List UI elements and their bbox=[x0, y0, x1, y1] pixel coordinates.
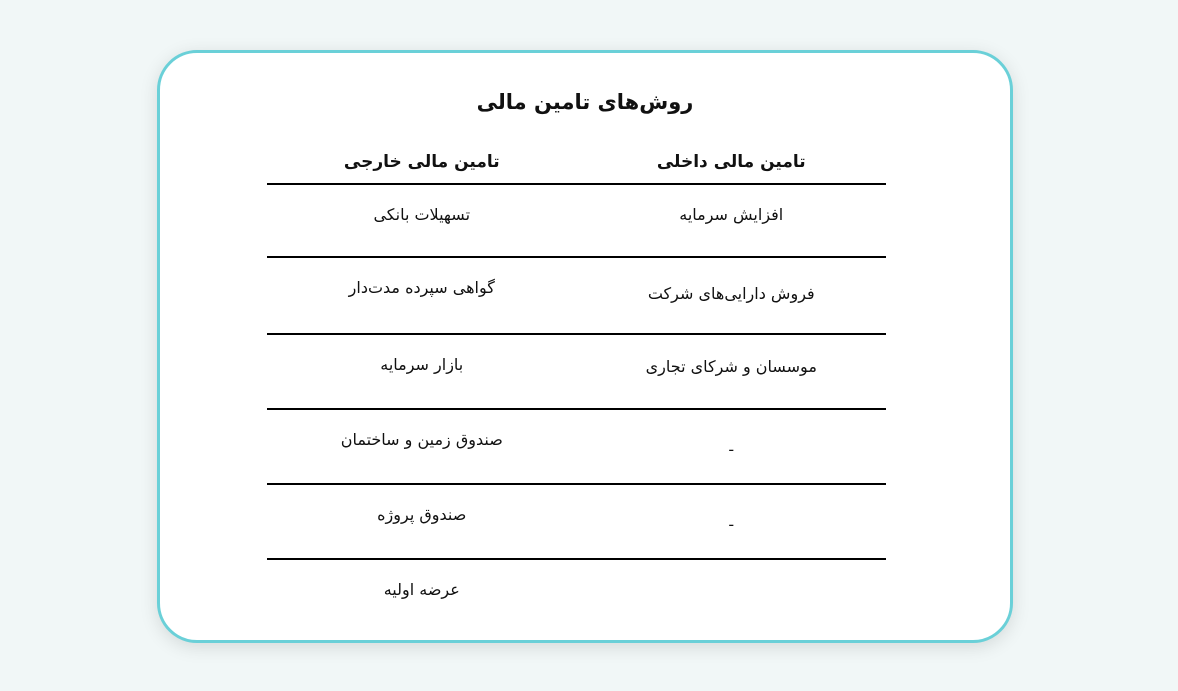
cell-external: تسهیلات بانکی bbox=[267, 184, 577, 257]
page-title: روش‌های تامین مالی bbox=[476, 90, 694, 114]
cell-internal: موسسان و شرکای تجاری bbox=[577, 334, 887, 409]
cell-internal: افزایش سرمایه bbox=[577, 184, 887, 257]
table-row bbox=[267, 559, 886, 620]
cell-external: بازار سرمایه bbox=[267, 334, 577, 409]
header-external-financing: تامین مالی خارجی bbox=[267, 141, 577, 184]
table-header-row bbox=[267, 141, 886, 184]
cell-external: گواهی سپرده مدت‌دار bbox=[267, 257, 577, 334]
table-row bbox=[267, 257, 886, 334]
cell-external: عرضه اولیه bbox=[383, 580, 460, 599]
table-row bbox=[267, 184, 886, 257]
table-row bbox=[267, 409, 886, 484]
table-row bbox=[267, 484, 886, 559]
cell-external: صندوق پروژه bbox=[267, 484, 577, 559]
cell-internal bbox=[577, 559, 887, 620]
table-row bbox=[267, 334, 886, 409]
financing-methods-table bbox=[267, 141, 886, 620]
cell-internal bbox=[577, 484, 887, 559]
cell-external: صندوق زمین و ساختمان bbox=[267, 409, 577, 484]
empty-dash: - bbox=[728, 515, 735, 534]
header-internal-financing: تامین مالی داخلی bbox=[577, 141, 887, 184]
empty-dash: - bbox=[728, 440, 735, 459]
financing-methods-card bbox=[157, 50, 1013, 643]
cell-internal bbox=[577, 409, 887, 484]
cell-internal: فروش دارایی‌های شرکت bbox=[577, 257, 887, 334]
